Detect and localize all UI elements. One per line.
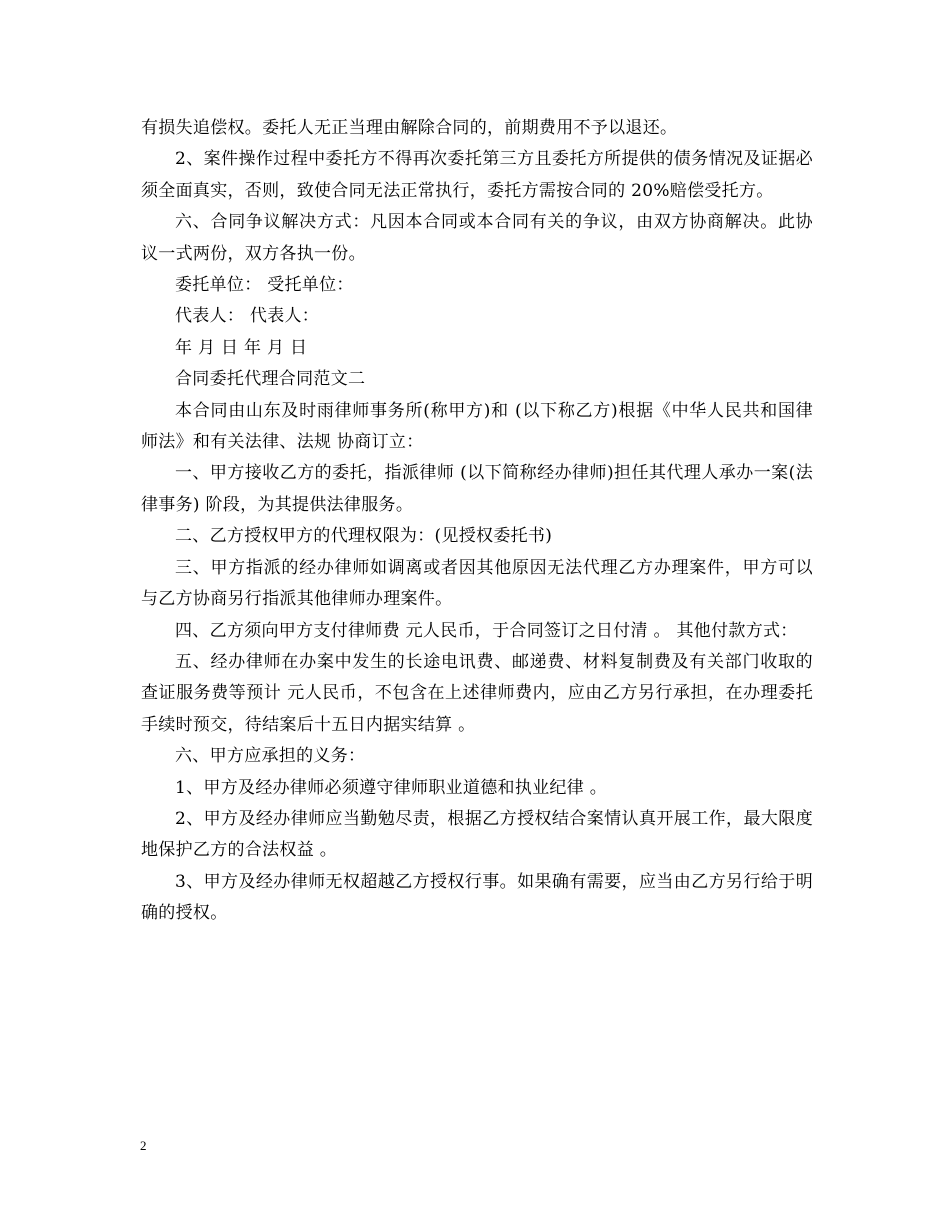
paragraph: 2、甲方及经办律师应当勤勉尽责，根据乙方授权结合案情认真开展工作，最大限度地保护乙方的合法权益 。 bbox=[141, 808, 813, 861]
paragraph: 代表人： 代表人： bbox=[175, 306, 320, 327]
paragraph: 五、经办律师在办案中发生的长途电讯费、邮递费、材料复制费及有关部门收取的查证服务费等预计 元人民币，不包含在上述律师费内，应由乙方另行承担，在办理委托手续时预交，待结案后十五日内据实结算 。 bbox=[141, 651, 813, 735]
paragraph: 委托单位： 受托单位： bbox=[175, 275, 354, 296]
paragraph: 三、甲方指派的经办律师如调离或者因其他原因无法代理乙方办理案件，甲方可以与乙方协商另行指派其他律师办理案件。 bbox=[141, 557, 813, 610]
paragraph: 四、乙方须向甲方支付律师费 元人民币，于合同签订之日付清 。 其他付款方式： bbox=[175, 620, 798, 641]
paragraph: 本合同由山东及时雨律师事务所(称甲方)和 (以下称乙方)根据《中华人民共和国律师法》和有关法律、法规 协商订立： bbox=[141, 400, 813, 453]
paragraph: 六、合同争议解决方式：凡因本合同或本合同有关的争议，由双方协商解决。此协议一式两份，双方各执一份。 bbox=[141, 212, 813, 264]
paragraph: 1、甲方及经办律师必须遵守律师职业道德和执业纪律 。 bbox=[175, 777, 608, 798]
page-number: 2 bbox=[140, 1138, 147, 1153]
paragraph: 有损失追偿权。委托人无正当理由解除合同的，前期费用不予以退还。 bbox=[141, 118, 678, 138]
paragraph: 一、甲方接收乙方的委托，指派律师 (以下简称经办律师)担任其代理人承办一案(法律事务) 阶段，为其提供法律服务。 bbox=[141, 463, 813, 515]
paragraph: 六、甲方应承担的义务： bbox=[175, 746, 366, 767]
paragraph: 2、案件操作过程中委托方不得再次委托第三方且委托方所提供的债务情况及证据必须全面真实，否则，致使合同无法正常执行，委托方需按合同的 20%赔偿受托方。 bbox=[141, 149, 813, 201]
section-heading: 合同委托代理合同范文二 bbox=[175, 369, 366, 390]
paragraph: 3、甲方及经办律师无权超越乙方授权行事。如果确有需要，应当由乙方另行给于明确的授权。 bbox=[141, 871, 813, 924]
paragraph: 年 月 日 年 月 日 bbox=[175, 337, 308, 358]
paragraph: 二、乙方授权甲方的代理权限为：(见授权委托书) bbox=[175, 526, 553, 547]
document-body bbox=[141, 113, 813, 930]
